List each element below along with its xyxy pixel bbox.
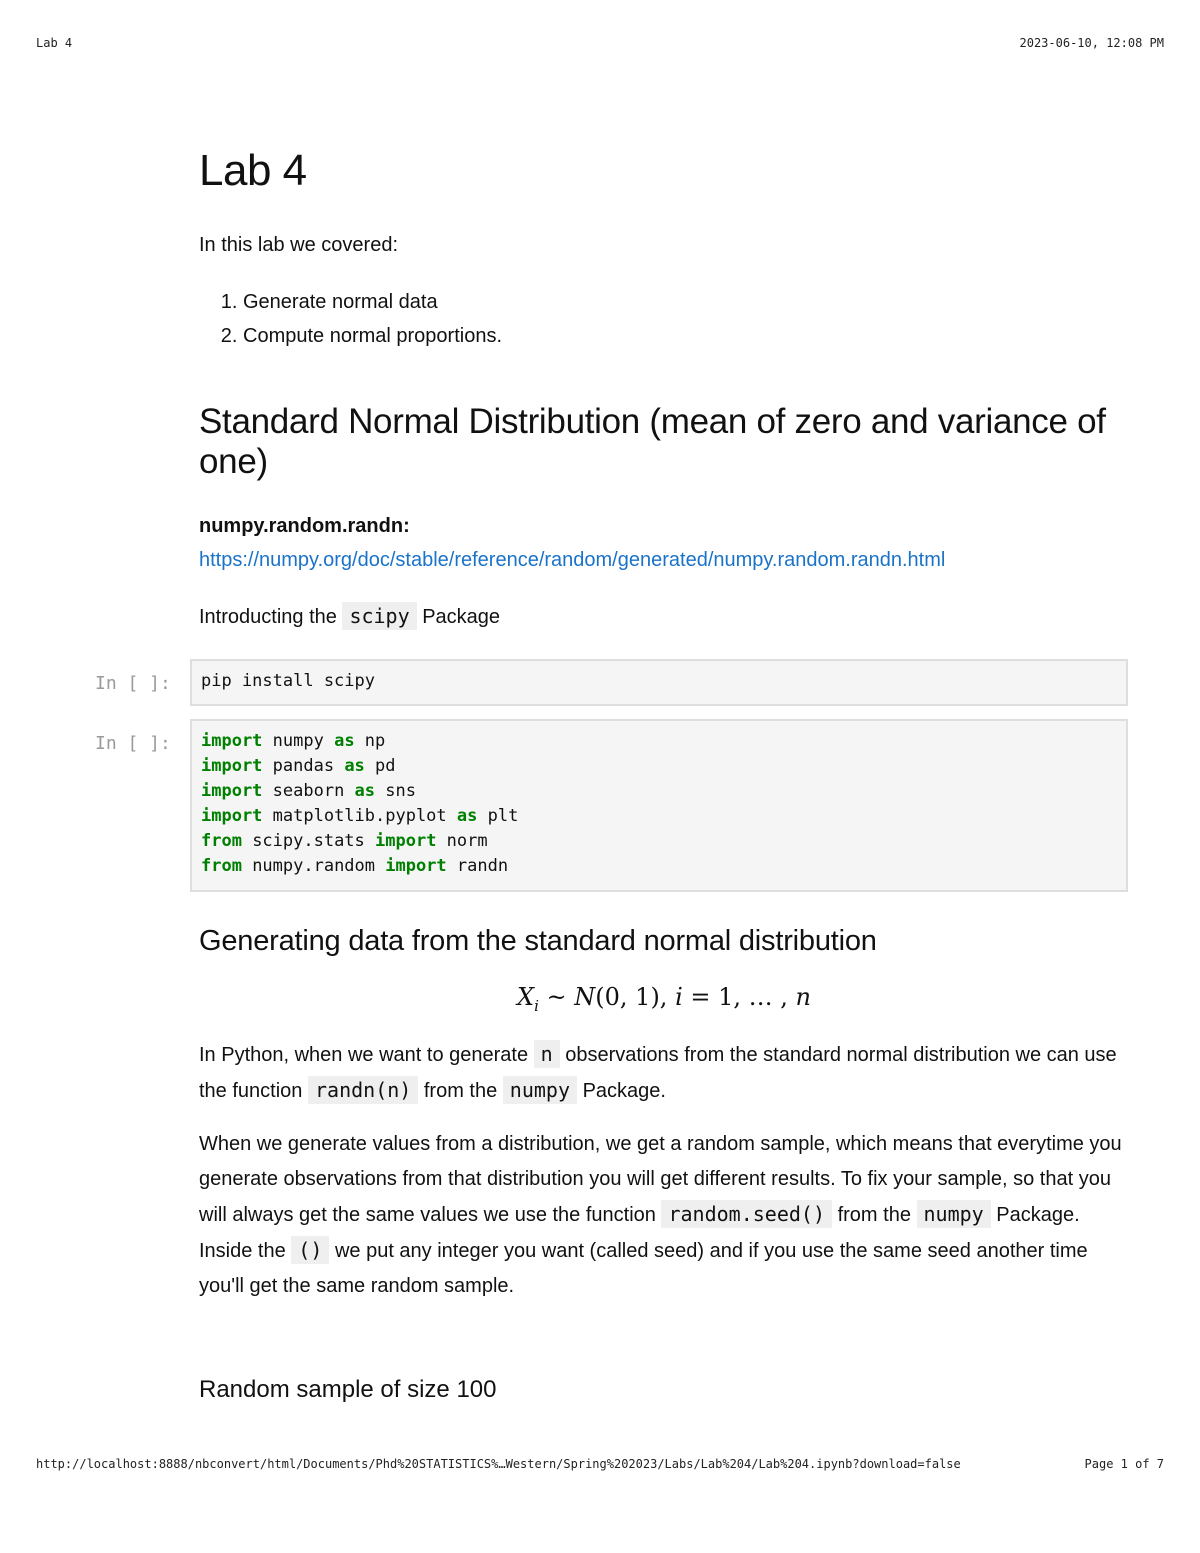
cell-prompt: In [ ]: [95,733,171,754]
code-text: pd [364,756,396,776]
inline-code-numpy: numpy [917,1200,991,1228]
code-text: pandas [262,756,345,776]
code-input[interactable] [190,659,1128,706]
inline-code-scipy: scipy [342,602,416,630]
keyword: from [201,831,242,851]
section1-heading-cell [199,402,1129,482]
keyword: import [385,856,447,876]
formula-cell [199,982,1129,1021]
code-line: pip install scipy [201,671,375,691]
code-line [201,731,385,751]
code-line [201,831,488,851]
paragraph-text: In Python, when we want to generate [199,1044,529,1066]
scipy-intro-text [199,599,1129,635]
math-subscript: i [534,996,539,1015]
print-header-timestamp: 2023-06-10, 12:08 PM [1019,36,1164,50]
intro-cell [199,228,1129,263]
code-line [201,806,518,826]
math-symbol: = 1, … , [682,983,796,1011]
paragraph-text: Package. Inside the [199,1204,1080,1262]
code-text: norm [436,831,488,851]
keyword: from [201,856,242,876]
keyword: import [375,831,437,851]
code-text: numpy.random [241,856,386,876]
paragraph-randn [199,1037,1129,1109]
inline-code-randn: randn(n) [308,1076,418,1104]
paragraph-text: we put any integer you want (called seed) and if you use the same seed another time you'll get the same random sample. [199,1240,1088,1297]
section2-heading-cell [199,924,1129,958]
math-symbol: X [517,983,535,1011]
inline-code-numpy: numpy [503,1076,577,1104]
keyword: as [354,781,376,801]
scipy-intro-prefix: Introducting the [199,606,337,628]
keyword: import [201,806,263,826]
paragraph-text: from the [423,1080,498,1102]
topics-list [199,285,1129,353]
code-text: plt [477,806,519,826]
math-symbol: N [574,983,596,1011]
paragraph-seed-cell [199,1127,1129,1304]
scipy-intro-cell [199,599,1129,635]
scipy-intro-suffix: Package [422,606,501,628]
cell-prompt: In [ ]: [95,673,171,694]
code-line [201,756,396,776]
math-symbol: i [675,983,683,1011]
print-footer [36,1457,1164,1471]
math-symbol: (0, 1), [595,983,676,1011]
print-footer-url: http://localhost:8888/nbconvert/html/Documents/Phd%20STATISTICS%…Western/Spring%202023/Labs/Lab%204/Lab%204.ipynb?download=false [36,1457,961,1471]
code-text: sns [375,781,416,801]
code-text: numpy [262,731,335,751]
keyword: import [201,781,263,801]
print-footer-page: Page 1 of 7 [1084,1457,1164,1471]
print-header-title: Lab 4 [36,36,73,50]
paragraph-text: observations from the standard normal distribution we can use the function [199,1044,1117,1102]
page-title: Lab 4 [199,146,307,195]
paragraph-seed [199,1127,1129,1304]
inline-code-n: n [534,1040,560,1068]
topics-cell [199,285,1129,353]
section-heading-standard-normal: Standard Normal Distribution (mean of zero and variance of one) [199,402,1106,481]
code-text: np [354,731,386,751]
paragraph-text: from the [837,1204,911,1226]
section-heading-random-sample: Random sample of size 100 [199,1376,497,1403]
intro-text: In this lab we covered: [199,234,398,256]
inline-code-parens: () [291,1236,329,1264]
title-cell [199,146,1129,196]
section3-heading-cell [199,1375,1129,1405]
code-text: seaborn [262,781,355,801]
keyword: import [201,731,263,751]
paragraph-text: Package. [582,1080,666,1102]
code-line [201,781,416,801]
func-label-cell [199,511,1129,541]
code-line [201,856,508,876]
code-input[interactable] [190,719,1128,892]
paragraph-randn-cell [199,1037,1129,1109]
code-text: scipy.stats [241,831,376,851]
inline-code-random-seed: random.seed() [661,1200,832,1228]
list-item: 2. Compute normal proportions. [243,319,1129,353]
keyword: as [456,806,478,826]
math-symbol: ~ [538,983,575,1011]
code-text: matplotlib.pyplot [262,806,457,826]
function-label: numpy.random.randn: [199,515,410,537]
numpy-doc-link[interactable]: https://numpy.org/doc/stable/reference/random/generated/numpy.random.randn.html [199,549,946,571]
section-heading-generating-data: Generating data from the standard normal distribution [199,925,877,957]
math-symbol: n [795,983,811,1011]
keyword: import [201,756,263,776]
keyword: as [344,756,365,776]
paragraph-text: When we generate values from a distribution, we get a random sample, which means that everytime you generate observations from that distribution you will get different results. To fix your sample, so that you will always get the same values we use the function [199,1133,1122,1226]
doc-link-cell [199,545,1129,575]
normal-formula [199,982,1129,1021]
list-item: 1. Generate normal data [243,285,1129,319]
code-text: randn [446,856,509,876]
keyword: as [334,731,355,751]
print-header [36,36,1164,50]
